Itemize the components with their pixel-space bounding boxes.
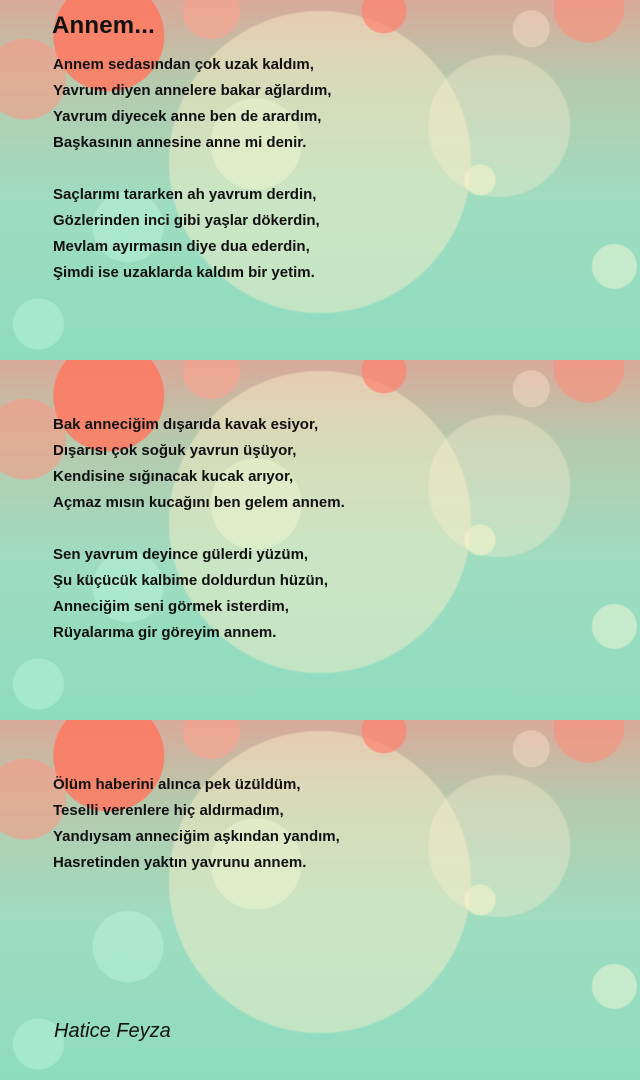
stanza-5 [53, 772, 340, 876]
poem-line: Saçlarımı tararken ah yavrum derdin, [53, 186, 317, 203]
poem-line: Yavrum diyecek anne ben de arardım, [53, 108, 322, 125]
poem-line: Annem sedasından çok uzak kaldım, [53, 56, 314, 73]
poem-line: Açmaz mısın kucağını ben gelem annem. [53, 494, 345, 511]
poem-line: Başkasının annesine anne mi denir. [53, 134, 307, 151]
poem-line: Rüyalarıma gir göreyim annem. [53, 624, 277, 641]
poem-line: Yandıysam anneciğim aşkından yandım, [53, 828, 340, 845]
poem-panel-2 [0, 360, 640, 720]
stanza-1 [53, 52, 331, 156]
poem-line: Şu küçücük kalbime doldurdun hüzün, [53, 572, 329, 589]
poem-line: Ölüm haberini alınca pek üzüldüm, [53, 776, 301, 793]
poem-line: Bak anneciğim dışarıda kavak esiyor, [53, 416, 319, 433]
poem-line: Dışarısı çok soğuk yavrun üşüyor, [53, 442, 297, 459]
poem-line: Yavrum diyen annelere bakar ağlardım, [53, 82, 332, 99]
poem-author: Hatice Feyza [54, 1020, 171, 1042]
stanza-4 [53, 542, 328, 646]
poem-title: Annem... [52, 12, 155, 39]
poem-line: Mevlam ayırmasın diye dua ederdin, [53, 238, 310, 255]
stanza-3 [53, 412, 345, 516]
poem-panel-1 [0, 0, 640, 360]
poem-line: Şimdi ise uzaklarda kaldım bir yetim. [53, 264, 315, 281]
stanza-2 [53, 182, 320, 286]
poem-line: Sen yavrum deyince gülerdi yüzüm, [53, 546, 309, 563]
poem-line: Hasretinden yaktın yavrunu annem. [53, 854, 307, 871]
poem-line: Teselli verenlere hiç aldırmadım, [53, 802, 284, 819]
poem-line: Gözlerinden inci gibi yaşlar dökerdin, [53, 212, 320, 229]
poem-panel-3 [0, 720, 640, 1080]
poem-line: Anneciğim seni görmek isterdim, [53, 598, 289, 615]
poem-line: Kendisine sığınacak kucak arıyor, [53, 468, 294, 485]
